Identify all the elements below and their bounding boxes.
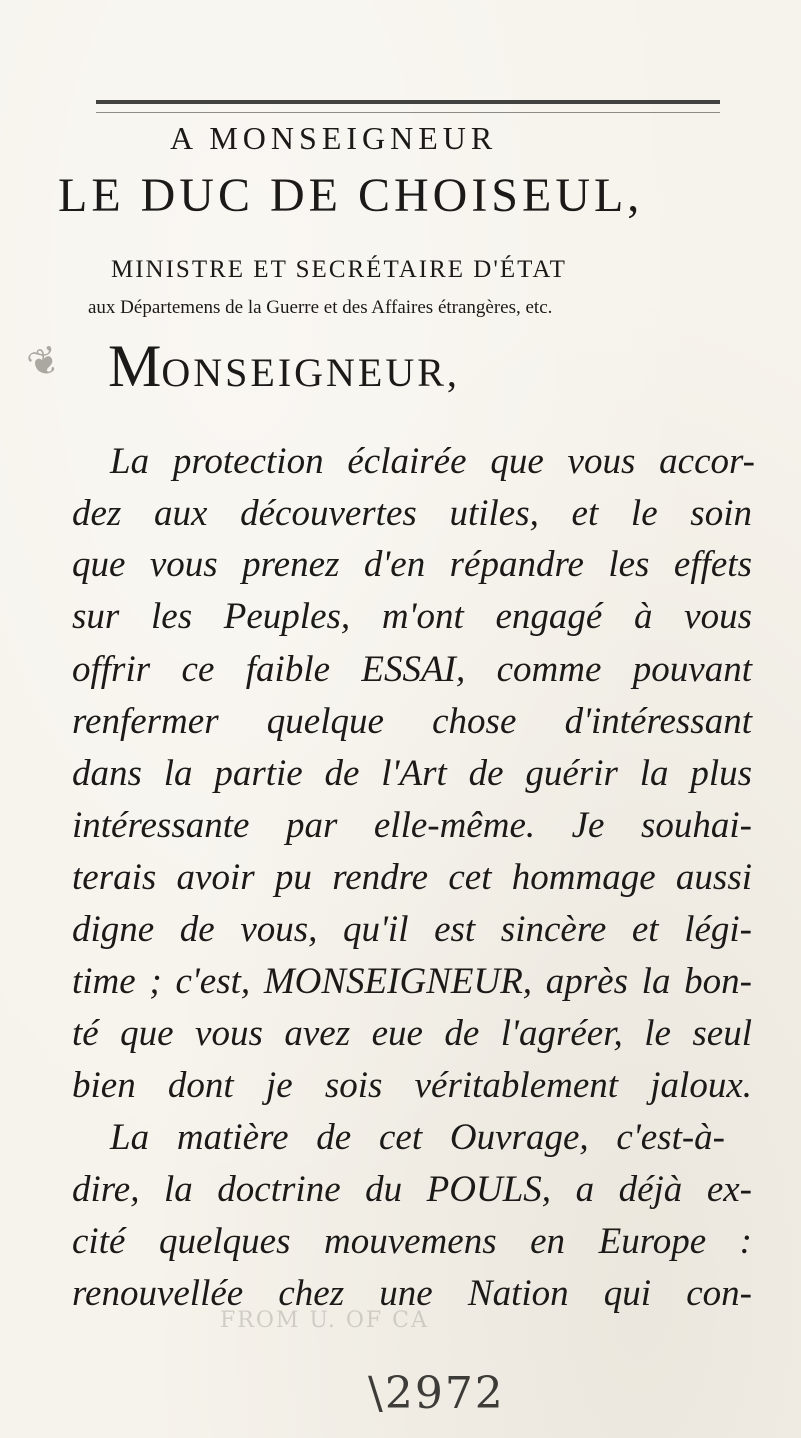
body-line: sur les Peuples, m'ont engagé à vous [72, 596, 752, 637]
body-line: té que vous avez eue de l'agréer, le seul [72, 1013, 752, 1054]
body-line: bien dont je sois véritablement jaloux. [72, 1065, 752, 1106]
body-line: intéressante par elle-même. Je souhai- [72, 805, 752, 846]
body-line: cité quelques mouvemens en Europe : [72, 1221, 752, 1262]
flourish-ornament-icon: ❦ [21, 335, 67, 389]
salutation-initial: M [108, 333, 162, 399]
body-line: que vous prenez d'en répandre les effets [72, 544, 752, 585]
dedicatee-name: LE DUC DE CHOISEUL, [58, 169, 644, 222]
dedication-to: A MONSEIGNEUR [170, 120, 498, 156]
body-line: digne de vous, qu'il est sincère et légi- [72, 909, 752, 950]
body-line: La matière de cet Ouvrage, c'est-à- [110, 1117, 725, 1158]
body-line: renfermer quelque chose d'intéressant [72, 701, 752, 742]
catchword-mark: \2972 [368, 1368, 505, 1419]
dedicatee-title: MINISTRE ET SECRÉTAIRE D'ÉTAT [111, 256, 567, 283]
body-line: La protection éclairée que vous accor- [110, 441, 755, 482]
body-line: terais avoir pu rendre cet hommage aussi [72, 857, 752, 898]
body-line: renouvellée chez une Nation qui con- [72, 1273, 752, 1314]
body-line: dans la partie de l'Art de guérir la plus [72, 753, 752, 794]
salutation [108, 332, 460, 401]
body-line: dire, la doctrine du POULS, a déjà ex- [72, 1169, 752, 1210]
salutation-rest: ONSEIGNEUR, [161, 350, 460, 395]
header-rule-thin [96, 112, 720, 113]
dedicatee-departments: aux Départemens de la Guerre et des Affaires étrangères, etc. [88, 297, 553, 318]
header-rule [96, 100, 720, 104]
body-line: offrir ce faible ESSAI, comme pouvant [72, 649, 752, 690]
bleed-through-text: FROM U. OF CA [220, 1308, 429, 1333]
body-line: dez aux découvertes utiles, et le soin [72, 493, 752, 534]
body-line: time ; c'est, MONSEIGNEUR, après la bon- [72, 961, 752, 1002]
